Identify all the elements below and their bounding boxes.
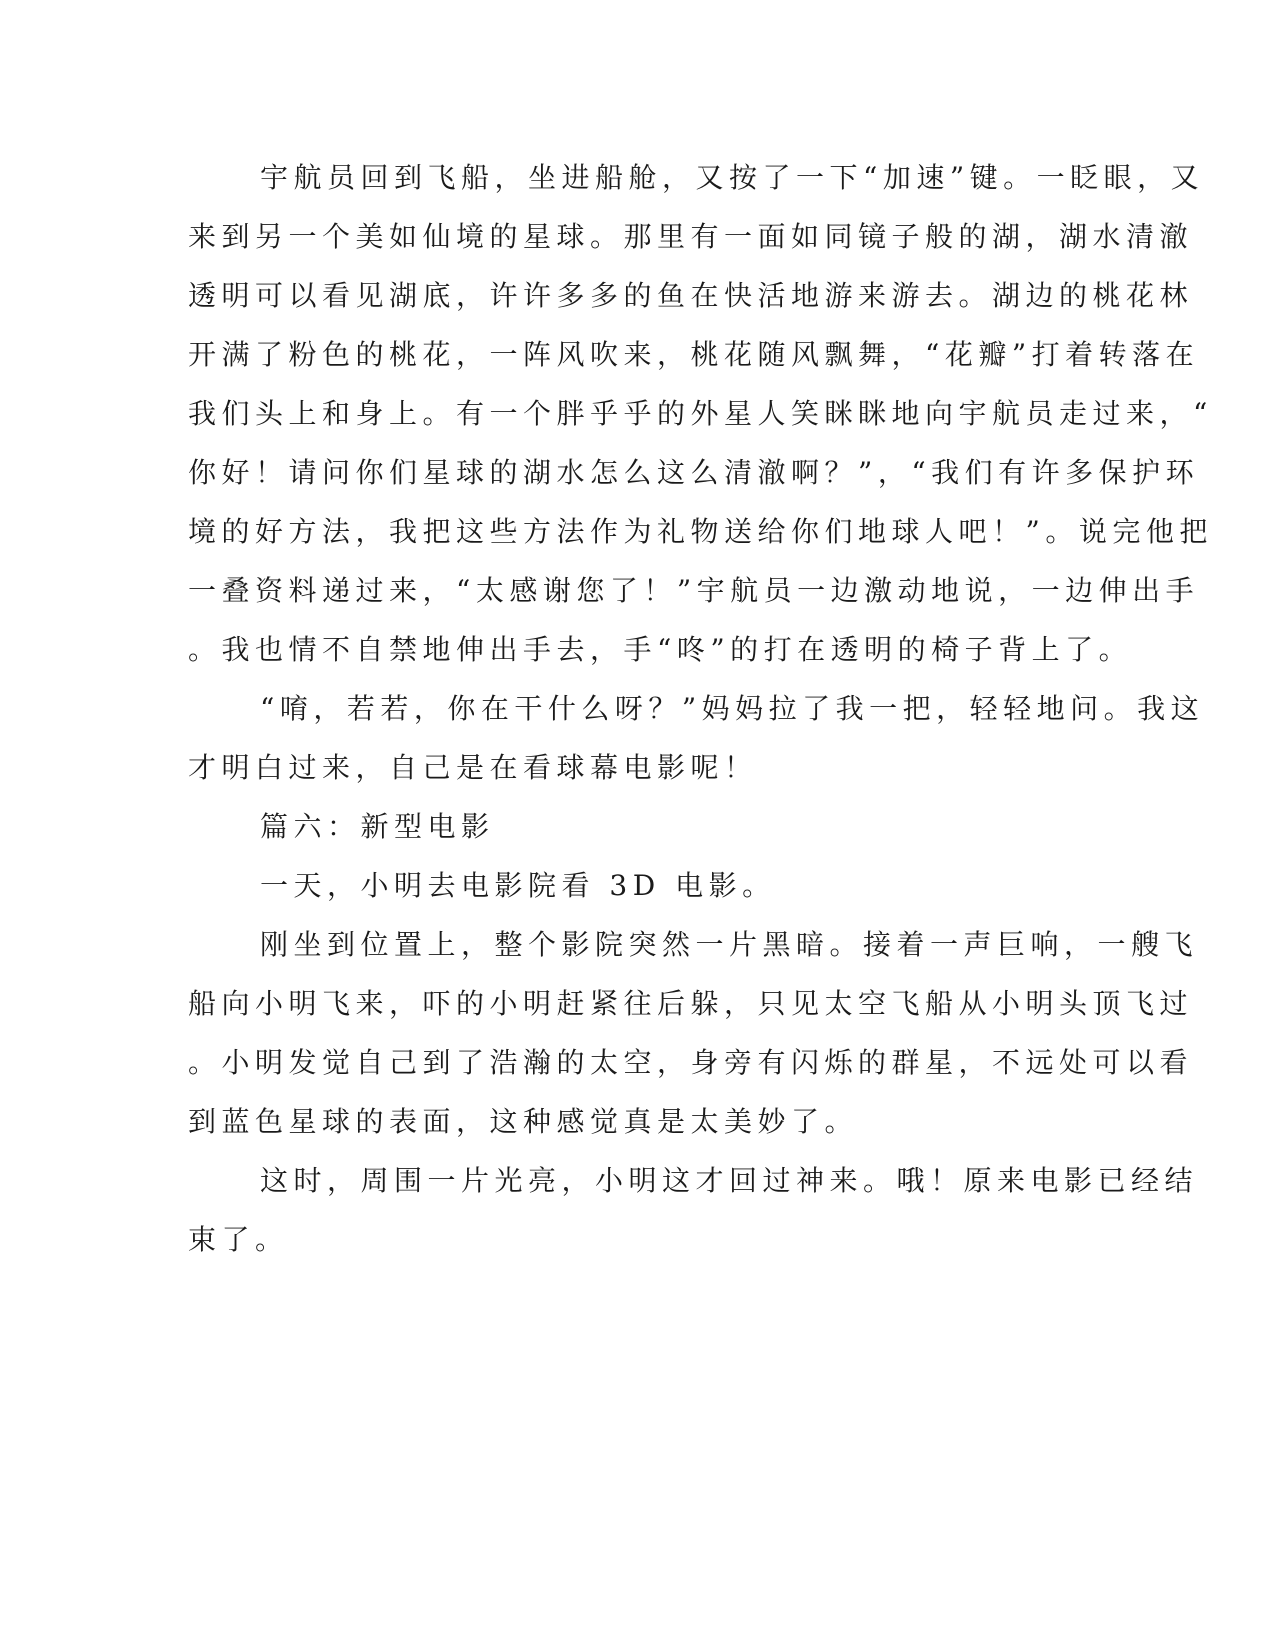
text-line: 到蓝色星球的表面，这种感觉真是太美妙了。	[188, 1105, 859, 1138]
text-line: 境的好方法，我把这些方法作为礼物送给你们地球人吧！”。说完他把	[188, 515, 1213, 548]
text-line: 你好！请问你们星球的湖水怎么这么清澈啊？”，“我们有许多保护环	[188, 456, 1200, 489]
text-line: 船向小明飞来，吓的小明赶紧往后躲，只见太空飞船从小明头顶飞过	[188, 987, 1194, 1020]
text-line: 我们头上和身上。有一个胖乎乎的外星人笑眯眯地向宇航员走过来，“	[188, 397, 1213, 430]
text-line: 来到另一个美如仙境的星球。那里有一面如同镜子般的湖，湖水清澈	[188, 220, 1194, 253]
text-line: “唷，若若，你在干什么呀？”妈妈拉了我一把，轻轻地问。我这	[260, 692, 1205, 725]
text-line: 才明白过来，自己是在看球幕电影呢！	[188, 751, 758, 784]
text-line: 开满了粉色的桃花，一阵风吹来，桃花随风飘舞，“花瓣”打着转落在	[188, 338, 1200, 371]
text-line: 一叠资料递过来，“太感谢您了！”宇航员一边激动地说，一边伸出手	[188, 574, 1200, 607]
text-line: 透明可以看见湖底，许许多多的鱼在快活地游来游去。湖边的桃花林	[188, 279, 1194, 312]
text-line: 一天，小明去电影院看 3D 电影。	[260, 869, 776, 902]
text-line: 。小明发觉自己到了浩瀚的太空，身旁有闪烁的群星，不远处可以看	[188, 1046, 1194, 1079]
text-line: 束了。	[188, 1223, 289, 1256]
text-line: 这时，周围一片光亮，小明这才回过神来。哦！原来电影已经结	[260, 1164, 1199, 1197]
section-heading: 篇六：新型电影	[260, 810, 495, 843]
text-line: 宇航员回到飞船，坐进船舱，又按了一下“加速”键。一眨眼，又	[260, 161, 1205, 194]
text-line: 刚坐到位置上，整个影院突然一片黑暗。接着一声巨响，一艘飞	[260, 928, 1199, 961]
text-line: 。我也情不自禁地伸出手去，手“咚”的打在透明的椅子背上了。	[188, 633, 1133, 666]
